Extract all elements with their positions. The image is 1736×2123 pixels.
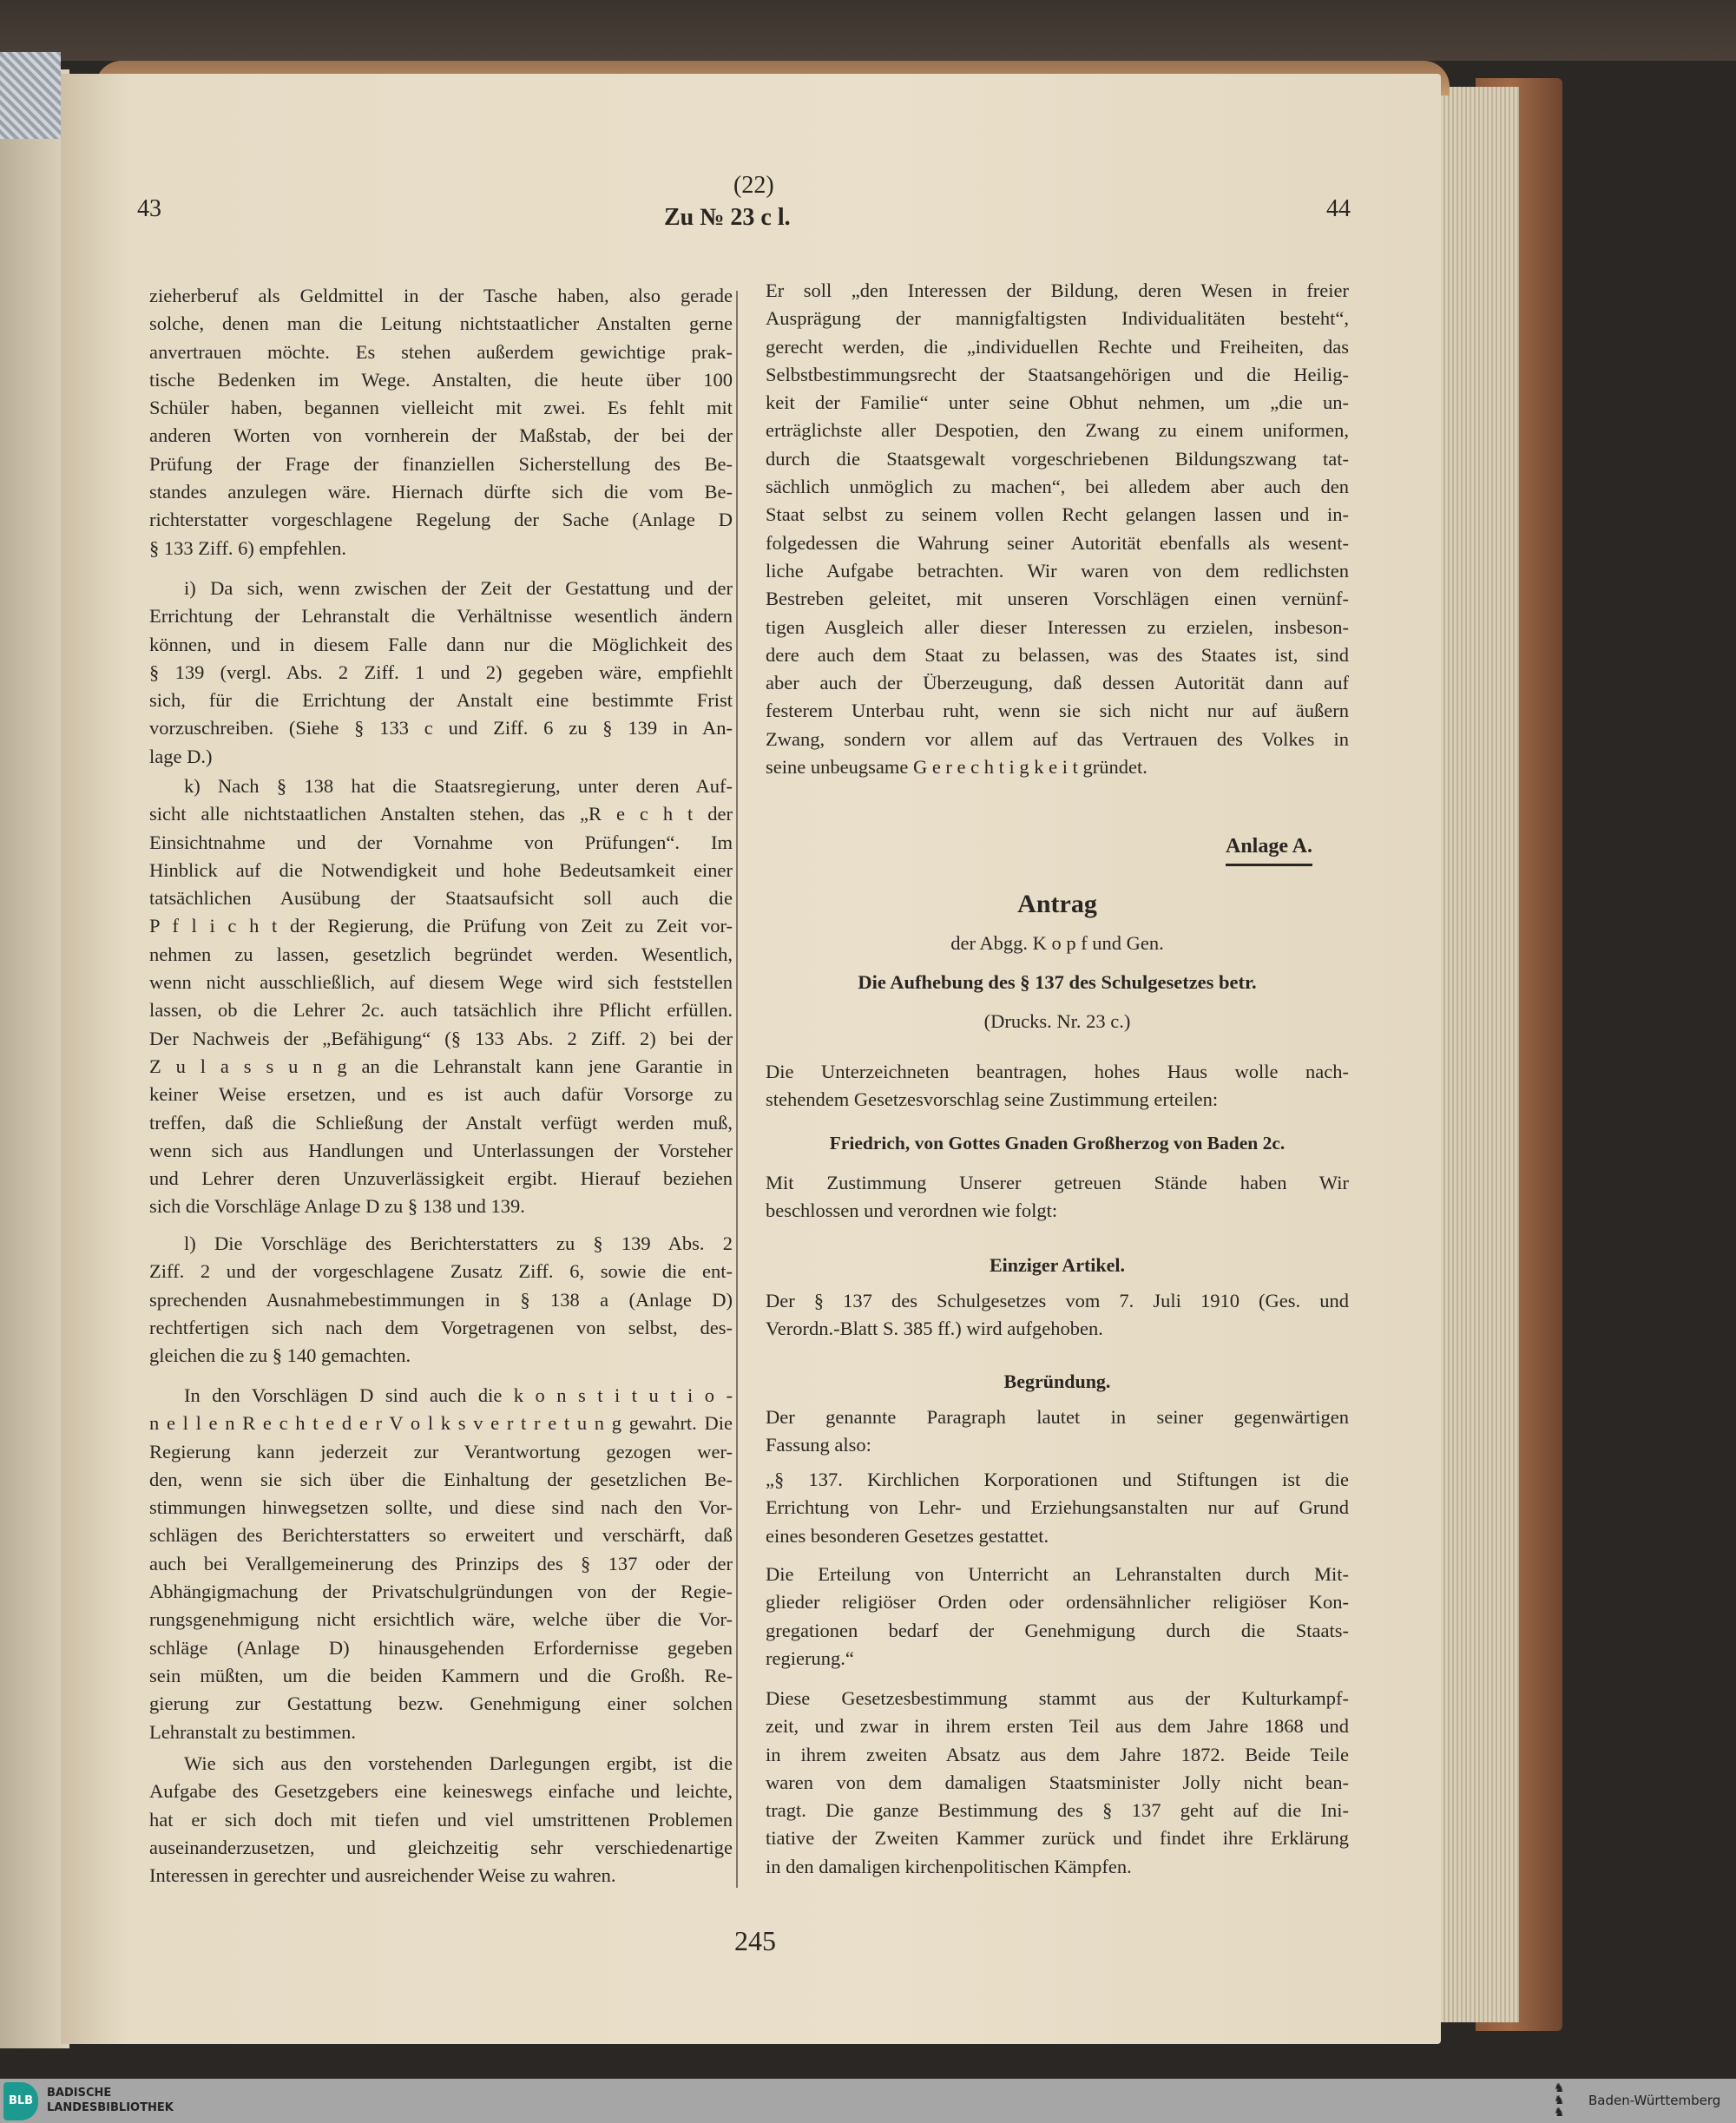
sovereign-formula: Friedrich, von Gottes Gnaden Großherzog von Baden 2c. <box>829 1133 1286 1154</box>
text-line: Staat selbst zu seinem vollen Recht gelangen lassen und in- <box>766 503 1349 526</box>
text-line: und Lehrer deren Unzuverlässigkeit ergibt. Hierauf beziehen <box>149 1167 733 1190</box>
annex-label: Anlage A. <box>1226 835 1312 866</box>
text-line: Errichtung von Lehr- und Erziehungsanstalten nur auf Grund <box>766 1496 1349 1519</box>
reason-heading: Begründung. <box>1003 1370 1111 1392</box>
article-heading: Einziger Artikel. <box>989 1254 1126 1276</box>
text-line: Zwang, sondern vor allem auf das Vertrauen des Volkes in <box>766 727 1349 750</box>
text-line: Der Nachweis der „Befähigung“ (§ 133 Abs. 2 Ziff. 2) bei der <box>149 1027 733 1049</box>
page-edges <box>1432 87 1519 2022</box>
text-line: „§ 137. Kirchlichen Korporationen und Stiftungen ist die <box>766 1469 1349 1490</box>
text-line: Abhängigmachung der Privatschulgründungen von der Regie- <box>149 1581 733 1603</box>
text-line: in den damaligen kirchenpolitischen Kämpfen. <box>766 1855 1132 1877</box>
document-reference: Zu № 23 c l. <box>664 204 791 231</box>
text-line: sich die Vorschläge Anlage D zu § 138 und 139. <box>149 1195 525 1218</box>
text-line: n e l l e n R e c h t e d e r V o l k s v e r t r e t u n g gewahrt. Die <box>149 1412 733 1435</box>
motion-title: Antrag <box>1017 890 1097 918</box>
text-line: Ausprägung der mannigfaltigsten Individualitäten besteht“, <box>766 307 1349 330</box>
text-line: zieherberuf als Geldmittel in der Tasche haben, also gerade <box>149 285 733 306</box>
text-line: sprechenden Ausnahmebestimmungen in § 138 a (Anlage D) <box>149 1288 733 1311</box>
text-line: anvertrauen möchte. Es stehen außerdem gewichtige prak- <box>149 340 733 363</box>
text-line: richterstatter vorgeschlagene Regelung der Sache (Anlage D <box>149 509 733 531</box>
text-line: gierung zur Gestattung bezw. Genehmigung einer solchen <box>149 1692 733 1715</box>
column-divider <box>736 291 738 1888</box>
text-line: Die Unterzeichneten beantragen, hohes Haus wolle nach- <box>766 1061 1349 1082</box>
text-line: keit der Familie“ unter seine Obhut nehmen, um „die un- <box>766 391 1349 414</box>
library-name-line2: LANDESBIBLIOTHEK <box>47 2101 174 2114</box>
library-name-line1: BADISCHE <box>47 2087 112 2100</box>
right-page-number: 44 <box>1326 195 1351 222</box>
text-line: sein müßten, um die beiden Kammern und die Großh. Re- <box>149 1664 733 1686</box>
text-line: sächlich unmöglich zu machen“, bei alledem aber auch den <box>766 476 1349 498</box>
text-line: liche Aufgabe betrachten. Wir waren von dem redlichsten <box>766 559 1349 582</box>
text-line: stimmungen hinwegsetzen sollte, und diese sind nach den Vor- <box>149 1496 733 1519</box>
text-line: Der § 137 des Schulgesetzes vom 7. Juli 1910 (Ges. und <box>766 1290 1349 1311</box>
text-line: gerecht werden, die „individuellen Rechte und Freiheiten, das <box>766 335 1349 358</box>
left-column-para <box>149 575 733 771</box>
text-line: Selbstbestimmungsrecht der Staatsangehörigen und die Heilig- <box>766 363 1349 385</box>
text-line: keiner Weise ersetzen, und es ist auch dafür Vorsorge zu <box>149 1083 733 1106</box>
text-line: Schüler haben, begannen vielleicht mit zwei. Es fehlt mit <box>149 397 733 419</box>
text-line: erträglichste aller Despotien, den Zwang zu einem uniformen, <box>766 419 1349 442</box>
text-line: dere auch dem Staat zu belassen, was des Staates ist, sind <box>766 643 1349 666</box>
text-line: § 139 (vergl. Abs. 2 Ziff. 1 und 2) gegeben wäre, empfiehlt <box>149 661 733 683</box>
text-line: durch die Staatsgewalt vorgeschriebenen Bildungszwang tat- <box>766 447 1349 470</box>
quoted-law-para <box>766 1561 1349 1673</box>
left-column-para <box>149 1382 733 1746</box>
text-line: festerem Unterbau ruht, wenn sie sich nicht nur auf äußern <box>766 700 1349 722</box>
quoted-law-para <box>766 1466 1349 1550</box>
text-line: Die Erteilung von Unterricht an Lehranstalten durch Mit- <box>766 1563 1349 1585</box>
left-column-para <box>149 1750 733 1890</box>
text-line: Mit Zustimmung Unserer getreuen Stände haben Wir <box>766 1172 1349 1193</box>
text-line: schläge (Anlage D) hinausgehenden Erfordernisse gegeben <box>149 1636 733 1659</box>
text-line: Fassung also: <box>766 1434 871 1456</box>
text-line: waren von dem damaligen Staatsminister Jolly nicht bean- <box>766 1771 1349 1793</box>
text-line: wenn nicht ausschließlich, auf diesem Wege wird sich feststellen <box>149 971 733 994</box>
left-page-number: 43 <box>137 195 161 222</box>
text-line: lassen, ob die Lehrer 2c. auch tatsächlich ihre Pflicht erfüllen. <box>149 999 733 1022</box>
text-line: wenn sich aus Handlungen und Unterlassungen der Vorsteher <box>149 1139 733 1161</box>
text-line: Einsichtnahme und der Vornahme von Prüfungen“. Im <box>149 831 733 853</box>
article-para <box>766 1287 1349 1344</box>
text-line: Lehranstalt zu bestimmen. <box>149 1720 357 1743</box>
motion-authors: der Abgg. K o p f und Gen. <box>950 932 1164 954</box>
text-line: i) Da sich, wenn zwischen der Zeit der Gestattung und der <box>184 577 733 599</box>
text-line: in ihrem zweiten Absatz aus dem Jahre 1872. Beide Teile <box>766 1743 1349 1765</box>
left-column-para <box>149 772 733 1221</box>
reason-para <box>766 1685 1349 1881</box>
text-line: Wie sich aus den vorstehenden Darlegungen ergibt, ist die <box>184 1752 733 1774</box>
sheet-number: (22) <box>733 172 774 199</box>
text-line: solche, denen man die Leitung nichtstaatlicher Anstalten gerne <box>149 312 733 335</box>
right-intro-para <box>766 277 1349 781</box>
text-line: seine unbeugsame G e r e c h t i g k e i t gründet. <box>766 756 1147 779</box>
text-line: k) Nach § 138 hat die Staatsregierung, unter deren Auf- <box>184 775 733 797</box>
text-line: stehendem Gesetzesvorschlag seine Zustimmung erteilen: <box>766 1088 1219 1111</box>
petition-para <box>766 1058 1349 1114</box>
text-line: gleichen die zu § 140 gemachten. <box>149 1344 411 1367</box>
blb-logo[interactable]: BLB <box>3 2082 38 2120</box>
text-line: Prüfung der Frage der finanziellen Sicherstellung des Be- <box>149 452 733 475</box>
library-name[interactable] <box>47 2086 174 2115</box>
text-line: tragt. Die ganze Bestimmung des § 137 geht auf die Ini- <box>766 1799 1349 1822</box>
text-line: Z u l a s s u n g an die Lehranstalt kann jene Garantie in <box>149 1055 733 1077</box>
text-line: regierung.“ <box>766 1646 854 1669</box>
text-line: nehmen zu lassen, gesetzlich begründet werden. Wesentlich, <box>149 943 733 965</box>
text-line: Der genannte Paragraph lautet in seiner gegenwärtigen <box>766 1406 1349 1428</box>
text-line: den, wenn sie sich über die Einhaltung der gesetzlichen Be- <box>149 1468 733 1490</box>
text-line: P f l i c h t der Regierung, die Prüfung von Zeit zu Zeit vor- <box>149 915 733 937</box>
text-line: können, und in diesem Falle dann nur die Möglichkeit des <box>149 633 733 655</box>
text-line: tatsächlichen Ausübung der Staatsaufsicht soll auch die <box>149 887 733 910</box>
text-line: Verordn.-Blatt S. 385 ff.) wird aufgehoben. <box>766 1318 1103 1340</box>
bookmark-ribbon <box>0 52 61 139</box>
text-line: Er soll „den Interessen der Bildung, deren Wesen in freier <box>766 279 1349 301</box>
text-line: Aufgabe des Gesetzgebers eine keineswegs einfache und leichte, <box>149 1780 733 1803</box>
motion-subject: Die Aufhebung des § 137 des Schulgesetzes betr. <box>858 971 1257 993</box>
text-line: sicht alle nichtstaatlichen Anstalten stehen, das „R e c h t der <box>149 803 733 825</box>
text-line: tische Bedenken im Wege. Anstalten, die heute über 100 <box>149 368 733 391</box>
text-line: glieder religiöser Orden oder ordensähnlicher religiöser Kon- <box>766 1591 1349 1614</box>
text-line: Errichtung der Lehranstalt die Verhältnisse wesentlich ändern <box>149 605 733 628</box>
text-line: gregationen bedarf der Genehmigung durch die Staats- <box>766 1619 1349 1641</box>
text-line: rechtfertigen sich nach dem Vorgetragenen von selbst, des- <box>149 1316 733 1338</box>
text-line: lage D.) <box>149 745 213 767</box>
text-line: eines besonderen Gesetzes gestattet. <box>766 1524 1049 1547</box>
text-line: hat er sich doch mit tiefen und viel umstrittenen Problemen <box>149 1808 733 1831</box>
text-line: tigen Ausgleich aller dieser Interessen zu erzielen, insbeson- <box>766 615 1349 638</box>
text-line: § 133 Ziff. 6) empfehlen. <box>149 536 347 559</box>
text-line: auch bei Verallgemeinerung des Prinzips des § 137 oder der <box>149 1552 733 1574</box>
text-line: Diese Gesetzesbestimmung stammt aus der Kulturkampf- <box>766 1687 1349 1709</box>
text-line: tiative der Zweiten Kammer zurück und findet ihre Erklärung <box>766 1827 1349 1850</box>
text-line: zeit, und zwar in ihrem ersten Teil aus dem Jahre 1868 und <box>766 1715 1349 1738</box>
text-line: vorzuschreiben. (Siehe § 133 c und Ziff. 6 zu § 139 in An- <box>149 717 733 739</box>
text-line: standes anzulegen wäre. Hiernach dürfte sich die vom Be- <box>149 481 733 503</box>
reason-para <box>766 1403 1349 1460</box>
text-line: Bestreben geleitet, mit unseren Vorschlägen einen vernünf- <box>766 588 1349 610</box>
text-line: beschlossen und verordnen wie folgt: <box>766 1200 1058 1222</box>
text-line: sich, für die Errichtung der Anstalt eine bestimmte Frist <box>149 689 733 712</box>
background <box>0 0 1736 61</box>
library-footer-bar <box>0 2079 1736 2123</box>
text-line: schlägen des Berichterstatters so erweitert und verschärft, daß <box>149 1524 733 1547</box>
text-line: Hinblick auf die Notwendigkeit und hohe Bedeutsamkeit einer <box>149 858 733 881</box>
state-name[interactable]: Baden-Württemberg <box>1588 2093 1721 2108</box>
enactment-para <box>766 1169 1349 1226</box>
text-line: Ziff. 2 und der vorgeschlagene Zusatz Ziff. 6, sowie die ent- <box>149 1260 733 1283</box>
text-line: Interessen in gerechter und ausreichender Weise zu wahren. <box>149 1864 616 1887</box>
page-number: 245 <box>734 1925 776 1956</box>
left-column-para <box>149 1230 733 1370</box>
text-line: Regierung kann jederzeit zur Verantwortung gezogen wer- <box>149 1440 733 1462</box>
text-line: anderen Worten von vornherein der Maßstab, der bei der <box>149 424 733 447</box>
text-line: auseinanderzusetzen, und gleichzeitig sehr verschiedenartige <box>149 1836 733 1858</box>
text-line: folgedessen die Wahrung seiner Autorität ebenfalls als wesent- <box>766 531 1349 554</box>
text-line: aber auch der Überzeugung, daß dessen Autorität dann auf <box>766 672 1349 694</box>
text-line: treffen, daß die Schließung der Anstalt verfügt werden muß, <box>149 1111 733 1134</box>
left-column-para <box>149 282 733 562</box>
print-reference: (Drucks. Nr. 23 c.) <box>983 1010 1131 1032</box>
lion-crest-icon: ♞ ♞ ♞ <box>1554 2081 1565 2120</box>
text-line: rungsgenehmigung nicht ersichtlich wäre, welche über die Vor- <box>149 1608 733 1631</box>
text-line: In den Vorschlägen D sind auch die k o n s t i t u t i o - <box>184 1384 733 1406</box>
left-page-edge <box>0 69 69 2048</box>
text-line: l) Die Vorschläge des Berichterstatters zu § 139 Abs. 2 <box>184 1232 733 1254</box>
